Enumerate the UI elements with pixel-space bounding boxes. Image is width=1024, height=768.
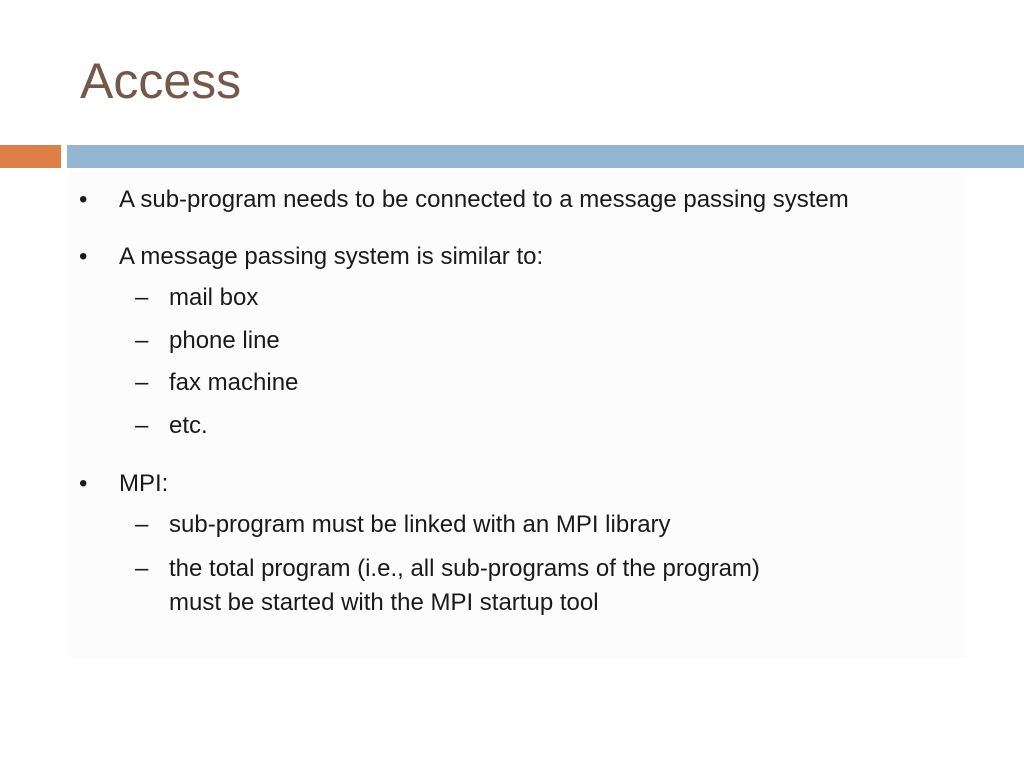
sub-marker: –	[135, 327, 149, 354]
bullet-marker: •	[79, 243, 88, 270]
bullet-marker: •	[79, 186, 88, 213]
bullet-marker: •	[79, 470, 88, 497]
sub-text: sub-program must be linked with an MPI library	[169, 511, 671, 538]
sub-marker: –	[135, 284, 149, 311]
bullet-text: MPI:	[119, 470, 169, 497]
bullet-text: A sub-program needs to be connected to a message passing system	[119, 186, 849, 213]
sub-marker: –	[135, 369, 149, 396]
sub-text: the total program (i.e., all sub-programs of the program)	[169, 555, 760, 582]
sub-text: etc.	[169, 412, 208, 439]
sub-marker: –	[135, 511, 149, 538]
sub-text-continuation: must be started with the MPI startup tool	[169, 589, 599, 616]
slide-title: Access	[80, 53, 242, 109]
content-image	[69, 172, 966, 658]
accent-bar-orange	[0, 145, 61, 168]
sub-text: phone line	[169, 327, 280, 354]
sub-marker: –	[135, 555, 149, 582]
sub-text: fax machine	[169, 369, 299, 396]
sub-marker: –	[135, 412, 149, 439]
sub-text: mail box	[169, 284, 259, 311]
accent-bar-blue	[67, 145, 1024, 168]
bullet-text: A message passing system is similar to:	[119, 243, 544, 270]
